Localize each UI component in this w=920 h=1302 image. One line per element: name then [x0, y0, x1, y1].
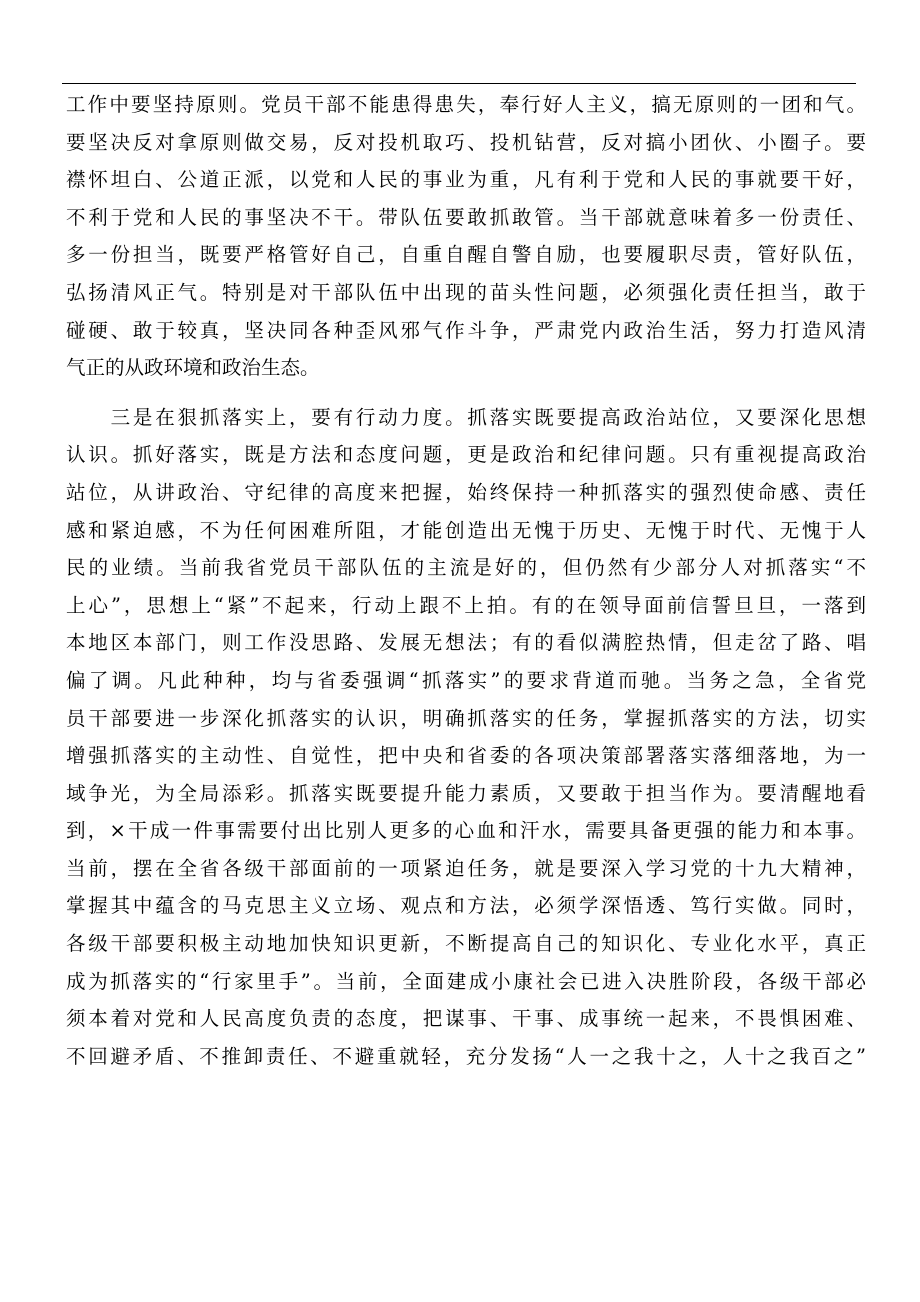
text-line: 当前，摆在全省各级干部面前的一项紧迫任务，就是要深入学习党的十九大精神， [66, 856, 866, 880]
text-line: 不回避矛盾、不推卸责任、不避重就轻，充分发扬“人一之我十之，人十之我百之” [66, 1044, 866, 1068]
text-line: 掌握其中蕴含的马克思主义立场、观点和方法，必须学深悟透、笃行实做。同时， [66, 894, 866, 918]
paragraph-gap [66, 387, 866, 399]
text-line: 工作中要坚持原则。党员干部不能患得患失，奉行好人主义，搞无原则的一团和气。 [66, 93, 866, 116]
text-line: 气正的从政环境和政治生态。 [66, 356, 320, 380]
text-line: 襟怀坦白、公道正派，以党和人民的事业为重，凡有利于党和人民的事就要干好， [66, 168, 866, 192]
text-line: 认识。抓好落实，既是方法和态度问题，更是政治和纪律问题。只有重视提高政治 [66, 443, 866, 467]
text-line: 本地区本部门，则工作没思路、发展无想法；有的看似满腔热情，但走岔了路、唱 [66, 631, 866, 655]
text-line: 感和紧迫感，不为任何困难所阻，才能创造出无愧于历史、无愧于时代、无愧于人 [66, 518, 866, 542]
header-rule [62, 83, 856, 84]
text-line: 不利于党和人民的事坚决不干。带队伍要敢抓敢管。当干部就意味着多一份责任、 [66, 205, 866, 229]
text-line: 各级干部要积极主动地加快知识更新，不断提高自己的知识化、专业化水平，真正 [66, 932, 866, 956]
body-text [66, 86, 866, 1075]
text-line: 三是在狠抓落实上，要有行动力度。抓落实既要提高政治站位，又要深化思想 [66, 405, 866, 429]
text-line: 须本着对党和人民高度负责的态度，把谋事、干事、成事统一起来，不畏惧困难、 [66, 1007, 866, 1031]
text-line: 弘扬清风正气。特别是对干部队伍中出现的苗头性问题，必须强化责任担当，敢于 [66, 280, 866, 304]
text-line: 域争光，为全局添彩。抓落实既要提升能力素质，又要敢于担当作为。要清醒地看 [66, 781, 866, 805]
paragraph-2 [66, 399, 866, 1076]
text-line: 站位，从讲政治、守纪律的高度来把握，始终保持一种抓落实的强烈使命感、责任 [66, 480, 866, 504]
text-line: 民的业绩。当前我省党员干部队伍的主流是好的，但仍然有少部分人对抓落实“不 [66, 556, 866, 580]
paragraph-1 [66, 86, 866, 387]
text-line: 偏了调。凡此种种，均与省委强调“抓落实”的要求背道而驰。当务之急，全省党 [66, 668, 866, 692]
text-line: 成为抓落实的“行家里手”。当前，全面建成小康社会已进入决胜阶段，各级干部必 [66, 969, 866, 993]
text-line: 到，×干成一件事需要付出比别人更多的心血和汗水，需要具备更强的能力和本事。 [66, 819, 866, 843]
text-line: 增强抓落实的主动性、自觉性，把中央和省委的各项决策部署落实落细落地，为一 [66, 744, 866, 768]
text-line: 要坚决反对拿原则做交易，反对投机取巧、投机钻营，反对搞小团伙、小圈子。要 [66, 130, 866, 154]
text-line: 多一份担当，既要严格管好自己，自重自醒自警自励，也要履职尽责，管好队伍， [66, 243, 866, 267]
text-line: 碰硬、敢于较真，坚决同各种歪风邪气作斗争，严肃党内政治生活，努力打造风清 [66, 318, 866, 342]
text-line: 员干部要进一步深化抓落实的认识，明确抓落实的任务，掌握抓落实的方法，切实 [66, 706, 866, 730]
text-line: 上心”，思想上“紧”不起来，行动上跟不上拍。有的在领导面前信誓旦旦，一落到 [66, 593, 866, 617]
